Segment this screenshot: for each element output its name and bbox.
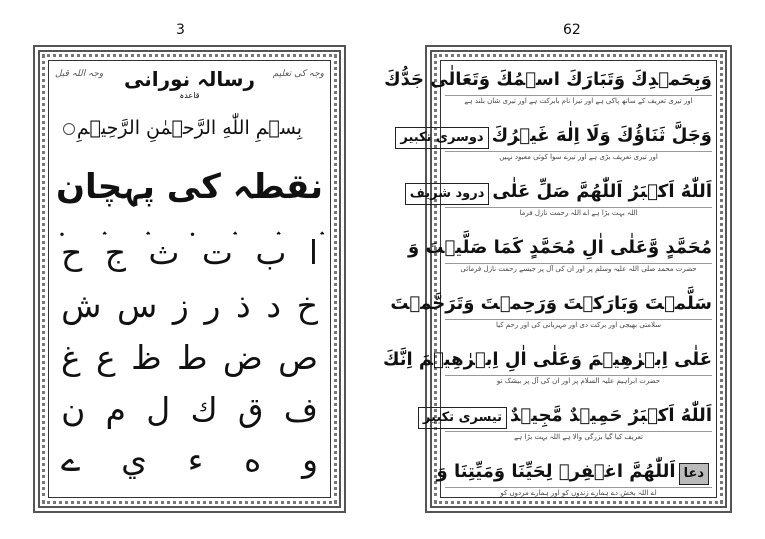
letter: ف [283,390,318,429]
arabic-text: حَمِيۡدٌ مَّجِيۡدٌ [510,405,623,426]
letter: ث [148,233,180,272]
arabic-text: اَللّٰهُمَّ اغۡفِرۡ لِحَيِّنَا وَمَيِّتِنَا وَ [436,461,676,482]
letter-row [61,233,318,273]
letter: ب [255,233,287,272]
arabic-text: مُحَمَّدٍ وَّعَلٰى اٰلِ مُحَمَّدٍ كَمَا صَلَّيۡتَ وَ [407,237,712,258]
arabic-text: اَللّٰهُمَّ صَلِّ عَلٰى [492,181,623,202]
letter: ا [308,233,318,272]
section-label-box: دوسری تکبیر [395,127,488,149]
letter: غ [61,338,81,377]
prayer-line [407,233,712,264]
prayer-line [436,457,712,488]
page-number-right: 62 [563,22,581,38]
takbeer-text: اَللّٰهُ اَكۡبَرُ [628,405,712,426]
page-header [53,67,326,113]
bismillah: بِسۡمِ اللّٰهِ الرَّحۡمٰنِ الرَّحِيۡمِ [76,117,303,139]
urdu-translation: اللہ بہت بڑا ہے اے اللہ رحمت نازل فرما [519,209,638,217]
page-title: نقطہ کی پہچان [55,167,324,207]
arabic-text: عَلٰى اِبۡرٰهِيۡمَ وَعَلٰى اٰلِ اِبۡرٰهِيۡمَ اِنَّكَ [382,349,712,370]
letter: ر [204,286,221,325]
prayer-line [382,345,712,376]
letter: ز [172,286,189,325]
letter: ه [244,440,262,479]
letter: د [266,286,282,325]
header-left-text: وجہ اللہ قبل [55,69,104,79]
logo-main: رسالہ نورانی [123,67,256,91]
letter-row [61,390,318,430]
letter: س [116,286,158,325]
urdu-translation: اور تیری تعریف بڑی ہے اور تیرے سوا کوئی معبود نہیں [499,153,658,161]
prayer-line [422,401,712,432]
arabic-text: سَلَّمۡتَ وَبَارَكۡتَ وَرَحِمۡتَ وَتَرَحَّمۡتَ [390,293,712,314]
left-page [33,45,346,513]
letter: ے [61,440,81,479]
urdu-translation: حضرت محمد صلی اللہ علیہ وسلم پر اور ان کی آل پر جیسے رحمت نازل فرمائی [460,265,697,273]
letter: خ [296,286,318,325]
section-label-box: درود شریف [405,183,490,205]
letter: ظ [131,338,162,377]
urdu-translation: حضرت ابراہیم علیہ السلام پر اور ان کی آل پر بیشک تو [496,377,661,385]
letter-row [61,440,318,480]
takbeer-text: اَللّٰهُ اَكۡبَرُ [628,181,712,202]
prayer-line [400,121,712,152]
letter: ذ [236,286,251,325]
letter: و [302,440,318,479]
letter: ش [61,286,102,325]
noorani-logo [124,67,255,101]
letter: ح [61,233,83,272]
arabic-text: وَجَلَّ ثَنَاؤُكَ وَلَا اِلٰهَ غَيۡرُكَ [491,125,712,146]
letter: م [105,390,126,429]
letter: ط [176,338,208,377]
urdu-translation: اور تیری تعریف کے ساتھ پاکی ہے اور تیرا نام بابرکت ہے اور تیری شان بلند ہے [464,97,693,105]
section-label-box: تیسری تکبیر [418,407,507,429]
letter: ع [96,338,116,377]
logo-sub: قاعدہ [179,91,200,100]
letter: ء [187,440,204,479]
letter-row [61,338,318,378]
right-page [382,45,732,513]
letter: ك [190,390,218,429]
letter: ل [146,390,171,429]
letter: ض [222,338,263,377]
letter: ن [61,390,86,429]
page-number-left: 3 [176,22,185,38]
prayer-line [409,177,712,208]
urdu-translation: اے اللہ بخش دے ہمارے زندوں کو اور ہمارے مردوں کو [500,489,657,497]
header-right-text: وجہ کی تعلیم [272,69,324,79]
urdu-translation: سلامتی بھیجی اور برکت دی اور مہربانی کی اور رحم کیا [495,321,662,329]
letter: ت [201,233,233,272]
letter-row [61,286,318,326]
letter: ج [104,233,127,272]
letter: ي [121,440,147,479]
letter: ق [237,390,264,429]
prayer-line [390,289,712,320]
letter: ص [278,338,318,377]
prayer-line [384,65,712,96]
urdu-translation: تعریف کیا گیا بزرگی والا ہے اللہ بہت بڑا ہے [514,433,643,441]
arabic-text: وَبِحَمۡدِكَ وَتَبَارَكَ اسۡمُكَ وَتَعَالٰى جَدُّكَ [384,69,712,90]
dua-label: دعا [679,463,709,485]
